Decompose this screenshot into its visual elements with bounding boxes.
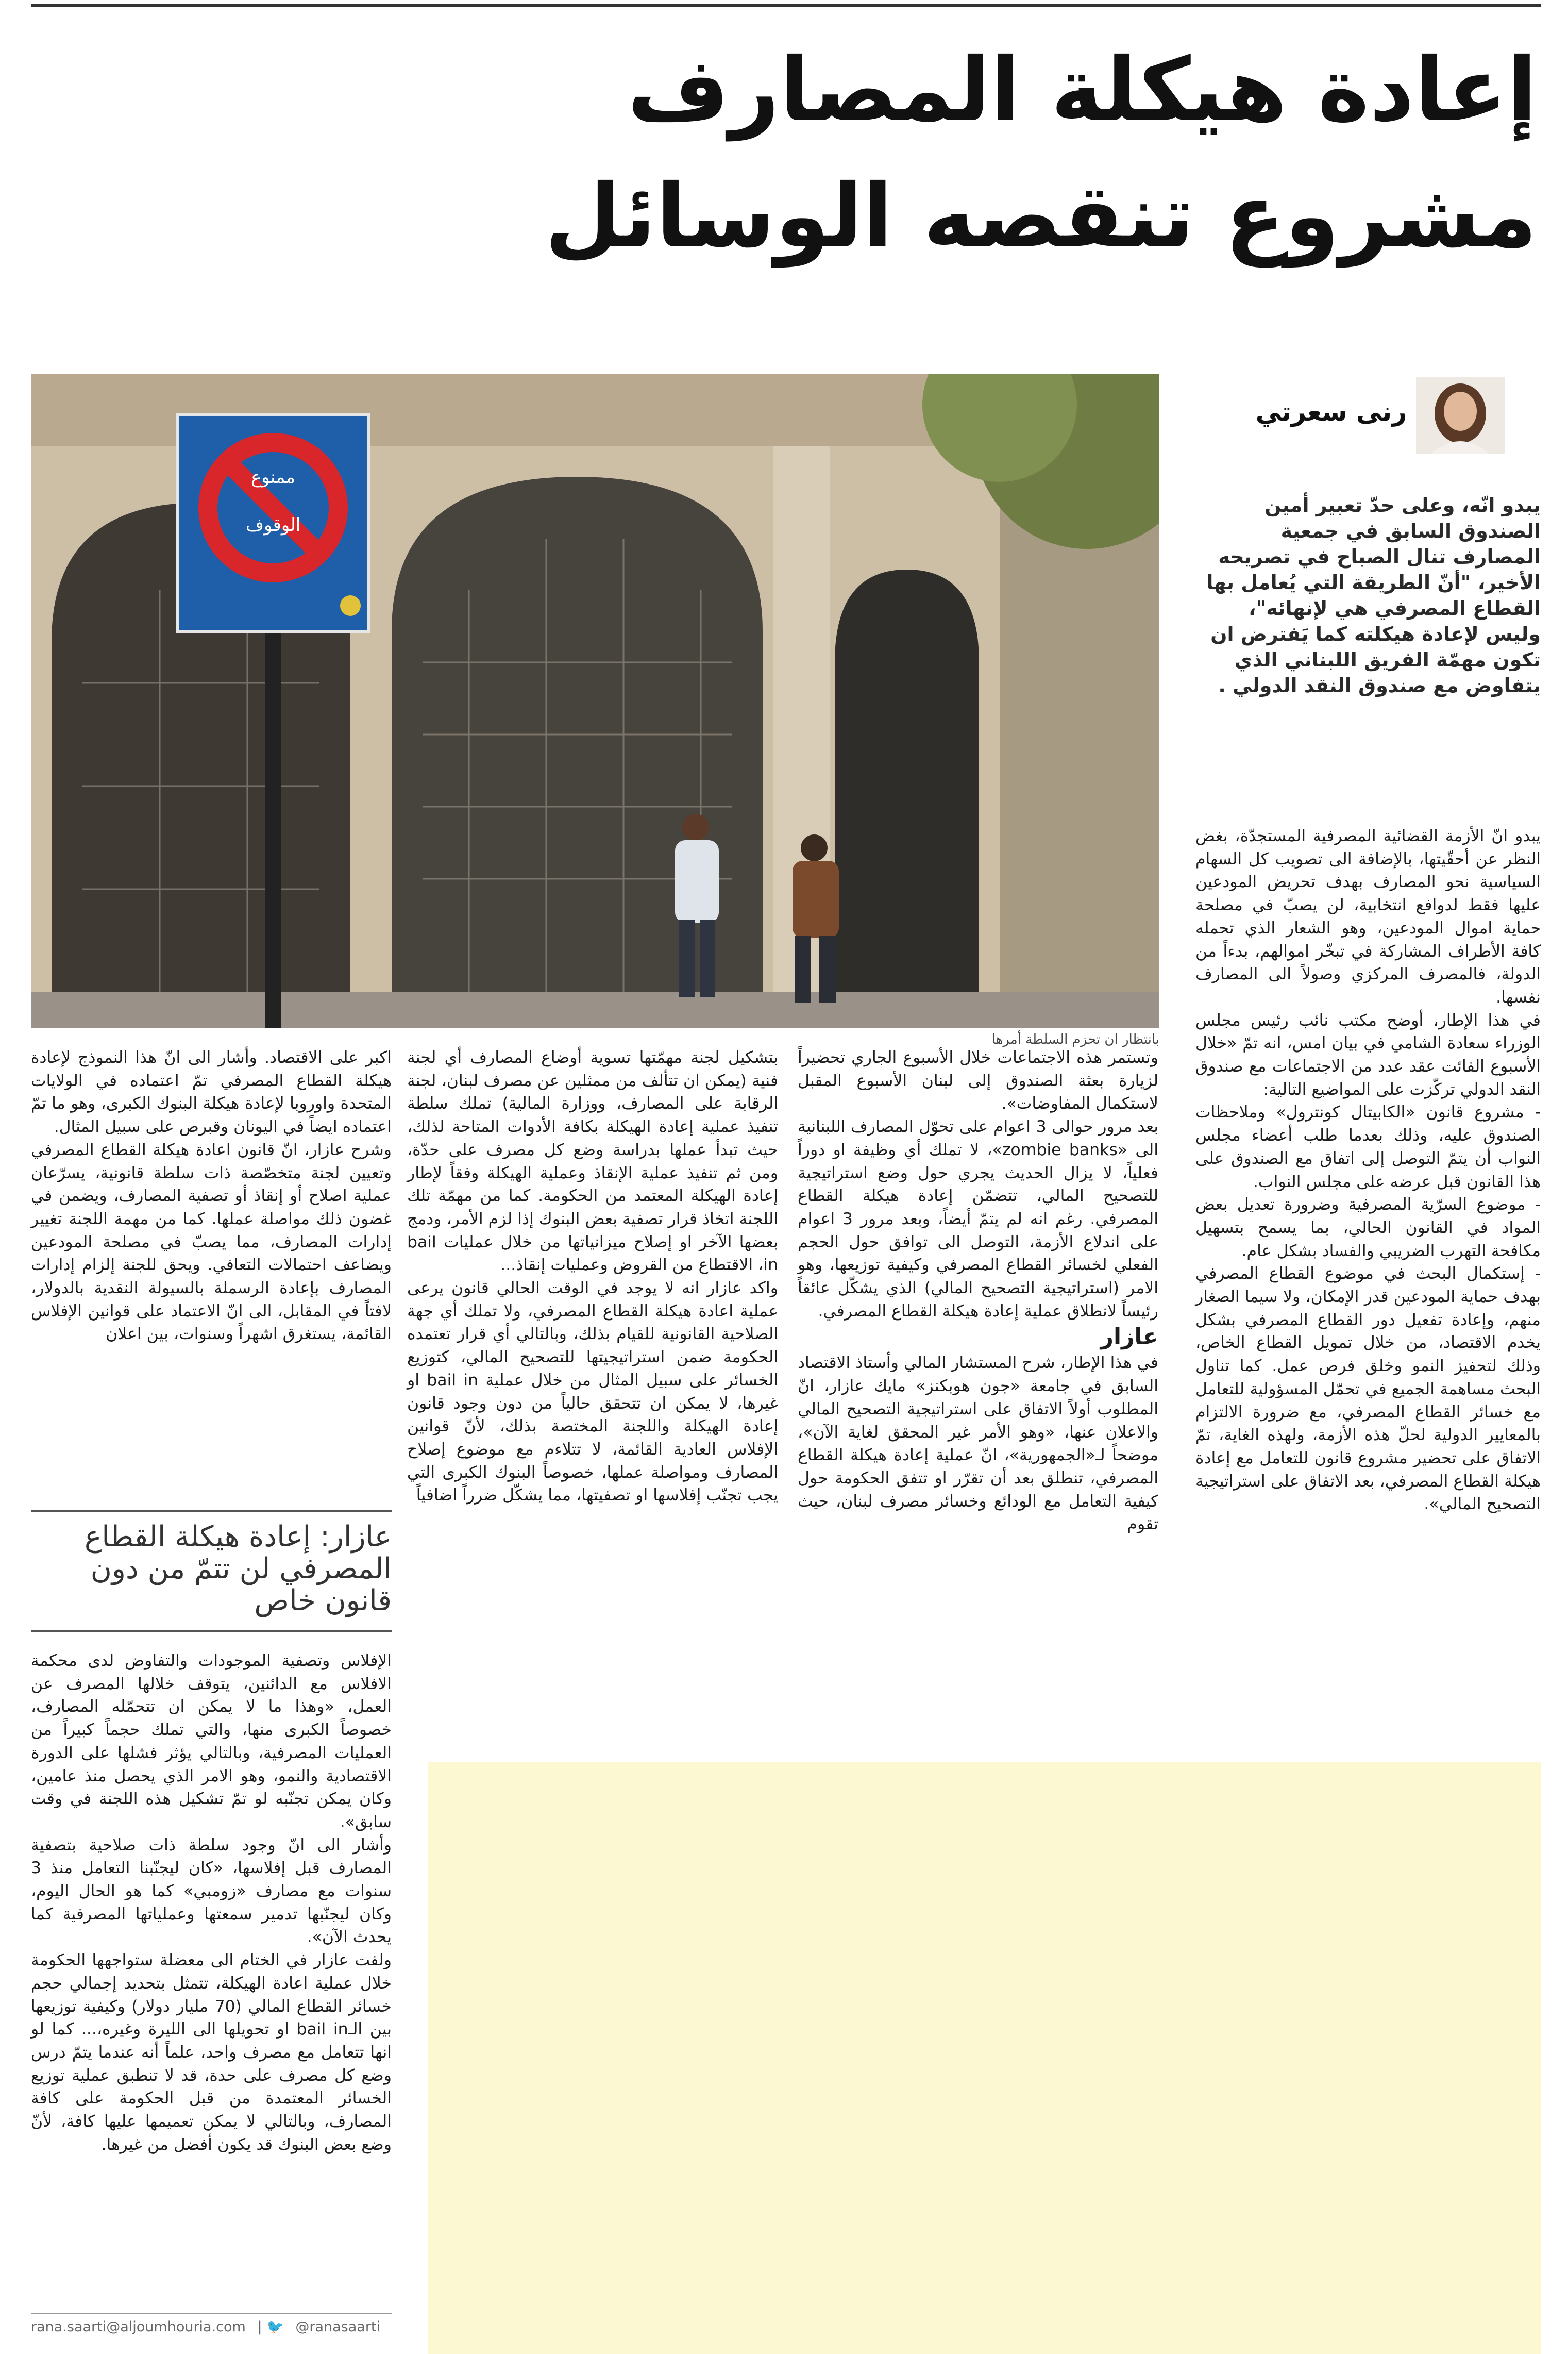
column-2: [798, 1046, 1158, 1536]
author-photo: [1416, 377, 1505, 454]
photo-caption: بانتظار ان تحزم السلطة أمرها: [991, 1032, 1159, 1047]
author-name: رنى سعرتي: [1255, 397, 1407, 427]
column-3: [407, 1046, 778, 1507]
sign-text-line1: ممنوع: [251, 467, 295, 488]
author-email[interactable]: rana.saarti@aljoumhouria.com: [31, 2319, 246, 2335]
twitter-icon: | 🐦: [257, 2319, 284, 2335]
article-photo: [31, 374, 1159, 1028]
column-4-paragraph: ولفت عازار في الختام الى معضلة ستواجهها الحكومة خلال عملية اعادة الهيكلة، تتمثل بتحديد إجمالي حجم خسائر القطاع المالي (70 مليار دولار) وكيفية توزيعها بين الـbail in او تحويلها الى الليرة وغيره،... كما لو انها تتعامل مع مصرف واحد، علماً أنه عندما يتمّ درس وضع كل مصرف على حدة، قد لا تنطبق عملية توزيع الخسائر المعتمدة من قبل الحكومة على كافة المصارف، وبالتالي لا يمكن تعميمها عليها كافة، لأنّ وضع بعض البنوك قد يكون أفضل من غيرها.: [31, 1951, 392, 2154]
advertisement-space: [428, 1762, 1541, 2354]
column-4-paragraph: وأشار الى انّ وجود سلطة ذات صلاحية بتصفية المصارف قبل إفلاسها، «كان ليجنّبنا التعامل منذ 3 سنوات مع مصارف «زومبي» كما هو الحال اليوم، وكان ليجنّبها تدمير سمعتها وعملياتها المصرفية كما يحدث الآن».: [31, 1835, 392, 1947]
column-3-paragraph: واكد عازار انه لا يوجد في الوقت الحالي قانون يرعى عملية اعادة هيكلة القطاع المصرفي، ولا تملك أي جهة الصلاحية القانونية للقيام بذلك، وبالتالي أي قرار تعتمده الحكومة ضمن استراتيجيتها للتصحيح المالي، كتوزيع الخسائر على سبيل المثال من خلال عملية bail in او غيرها، لا يمكن ان تتحقق حالياً من دون وجود قانون إعادة الهيكلة واللجنة المختصة بذلك، لأنّ قوانين الإفلاس العادية القائمة، لا تتلاءم مع موضوع إصلاح المصارف ومواصلة عملها، خصوصاً البنوك الكبرى التي يجب تجنّب إفلاسها او تصفيتها، مما يشكّل ضرراً اضافياً: [407, 1279, 778, 1505]
pull-quote: [31, 1510, 392, 1632]
column-1: [1195, 825, 1541, 1516]
column-4: [31, 1046, 392, 1346]
sign-text-line2: الوقوف: [245, 515, 301, 536]
column-4-paragraph: الإفلاس وتصفية الموجودات والتفاوض لدى محكمة الافلاس مع الدائنين، يتوقف خلالها المصرف عن العمل، «وهذا ما لا يمكن ان تتحمّله المصارف، خصوصاً الكبرى منها، والتي تملك حجماً كبيراً من العمليات المصرفية، وبالتالي يؤثر فشلها على الدورة الاقتصادية والنمو، وهو الامر الذي يحصل منذ عامين، وكان يمكن تجنّبه لو تمّ تشكيل هذه اللجنة في وقت سابق».: [31, 1651, 392, 1831]
column-1-paragraph: - إستكمال البحث في موضوع القطاع المصرفي بهدف حماية المودعين قدر الإمكان، ولا سيما الصغار منهم، وإعادة تفعيل دور القطاع المصرفي بشكل يخدم الاقتصاد، من خلال تمويل القطاع الخاص، وذلك لتحفيز النمو وخلق فرص عمل. كما تناول البحث مساهمة الجميع في تحمّل المسؤولية للتعامل مع خسائر القطاع المصرفي، مع ضرورة الالتزام بالمعايير الدولية لحلّ هذه الأزمة، ولهذه الغاية، تمّ الاتفاق على تحضير مشروع قانون للتعامل مع إعادة هيكلة القطاع المصرفي، بعد الاتفاق على استراتيجية التصحيح المالي».: [1195, 1264, 1541, 1514]
column-2-paragraph: في هذا الإطار، شرح المستشار المالي وأستاذ الاقتصاد السابق في جامعة «جون هوبكنز» مايك عازار، انّ المطلوب أولاً الاتفاق على استراتيجية التصحيح المالي والاعلان عنها، «وهو الأمر غير المحقق لغاية الآن»، موضحاً لـ«الجمهورية»، انّ عملية إعادة هيكلة القطاع المصرفي، تنطلق بعد أن تقرّر او تتفق الحكومة حول كيفية التعامل مع الودائع وخسائر مصرف لبنان، حيث تقوم: [798, 1354, 1158, 1534]
pull-quote-text: عازار: إعادة هيكلة القطاع المصرفي لن تتمّ من دون قانون خاص: [85, 1520, 392, 1617]
column-1-paragraph: يبدو انّ الأزمة القضائية المصرفية المستجدّة، بغض النظر عن أحقّيتها، بالإضافة الى تصويب كل السهام السياسية نحو المصارف بهدف تحريض المودعين عليها فقط لدوافع انتخابية، لن يصبّ في مصلحة حماية اموال المودعين، وهو الشعار الذي تحمله كافة الأطراف المشاركة في تبخّر اموالهم، بدءاً من الدولة، فالمصرف المركزي وصولاً الى المصارف نفسها.: [1195, 827, 1541, 1007]
column-4-continued: [31, 1649, 392, 2156]
section-heading: عازار: [1100, 1324, 1158, 1350]
column-3-paragraph: بتشكيل لجنة مهمّتها تسوية أوضاع المصارف أي لجنة فنية (يمكن ان تتألف من ممثلين عن مصرف لبنان، لجنة الرقابة على المصارف، ووزارة المالية) تملك سلطة تنفيذ عملية إعادة الهيكلة بكافة الأدوات المتاحة لذلك، حيث تبدأ عملها بدراسة وضع كل مصرف على حدّة، ومن ثم تنفيذ عملية الإنقاذ وعملية الهيكلة وفقاً لإطار إعادة الهيكلة المعتمد من الحكومة. كما من مهمّة تلك اللجنة اتخاذ قرار تصفية بعض البنوك إذا لزم الأمر، ودمج بعضها الآخر او إصلاح ميزانياتها من خلال عمليات bail in، الاقتطاع من القروض وعمليات إنقاذ...: [407, 1048, 778, 1275]
column-1-paragraph: - موضوع السرّية المصرفية وضرورة تعديل بعض المواد في القانون الحالي، بما يسمح بتسهيل مكافحة التهرب الضريبي والفساد بشكل عام.: [1195, 1195, 1541, 1260]
author-twitter[interactable]: @ranasaarti: [295, 2319, 381, 2335]
column-2-paragraph: وتستمر هذه الاجتماعات خلال الأسبوع الجاري تحضيراً لزيارة بعثة الصندوق إلى لبنان الأسبوع المقبل لاستكمال المفاوضات».: [798, 1048, 1158, 1113]
top-rule: [31, 4, 1541, 7]
column-4-paragraph: وشرح عازار، انّ قانون اعادة هيكلة القطاع المصرفي وتعيين لجنة متخصّصة ذات سلطة قانونية، يسرّعان عملية اصلاح أو إنقاذ أو تصفية المصارف، ويضمن في غضون ذلك مواصلة عملها. كما من مهمة اللجنة تغيير إدارات المصارف، مما يصبّ في مصلحة المودعين ويضاعف احتمالات التعافي. ويحق للجنة إلزام إدارات المصارف بإعادة الرسملة بالسيولة النقدية بالدولار، لافتاً في المقابل، الى انّ الاعتماد على قوانين الإفلاس القائمة، يستغرق اشهراً وسنوات، بين اعلان: [31, 1140, 392, 1344]
column-2-paragraph: بعد مرور حوالى 3 اعوام على تحوّل المصارف اللبنانية الى «zombie banks»، لا تملك أي وظيفة او دوراً فعلياً، لا يزال الحديث يجري حول وضع استراتيجية للتصحيح المالي، تتضمّن إعادة هيكلة القطاع المصرفي. رغم انه لم يتمّ أيضاً، وبعد مرور 3 اعوام على اندلاع الأزمة، التوصل الى توافق حول الحجم الفعلي لخسائر القطاع المصرفي وكيفية توزيعها، وهو الامر (استراتيجية التصحيح المالي) الذي يشكّل عائقاً رئيساً لانطلاق عملية إعادة هيكلة القطاع المصرفي.: [798, 1117, 1159, 1321]
headline-line-2: مشروع تنقصه الوسائل: [545, 165, 1537, 268]
lead-paragraph: يبدو انّه، وعلى حدّ تعبير أمين الصندوق السابق في جمعية المصارف تنال الصباح في تصريحه الأخير، "أنّ الطريقة التي يُعامل بها القطاع المصرفي هي لإنهائه"، وليس لإعادة هيكلته كما يَفترض ان تكون مهمّة الفريق اللبناني الذي يتفاوض مع صندوق النقد الدولي .: [1206, 494, 1541, 697]
headline-line-1: إعادة هيكلة المصارف: [627, 39, 1537, 141]
column-1-paragraph: في هذا الإطار، أوضح مكتب نائب رئيس مجلس الوزراء سعادة الشامي في بيان امس، انه تمّ «خلال الأسبوع الفائت عقد عدد من الاجتماعات مع صندوق النقد الدولي تركّزت على المواضيع التالية:: [1195, 1011, 1541, 1099]
author-contact: [31, 2313, 392, 2335]
column-4-paragraph: اكبر على الاقتصاد. وأشار الى انّ هذا النموذج لإعادة هيكلة القطاع المصرفي تمّ اعتماده في الولايات المتحدة واوروبا لإعادة هيكلة البنوك الكبرى، وهو ما تمّ اعتماده ايضاً في اليونان وقبرص على سبيل المثال.: [31, 1048, 392, 1137]
column-1-paragraph: - مشروع قانون «الكابيتال كونترول» وملاحظات الصندوق عليه، وذلك بعدما طلب أعضاء مجلس النواب أن يتمّ التوصل إلى اتفاق مع الصندوق على هذا القانون قبل عرضه على مجلس النواب.: [1195, 1103, 1541, 1191]
